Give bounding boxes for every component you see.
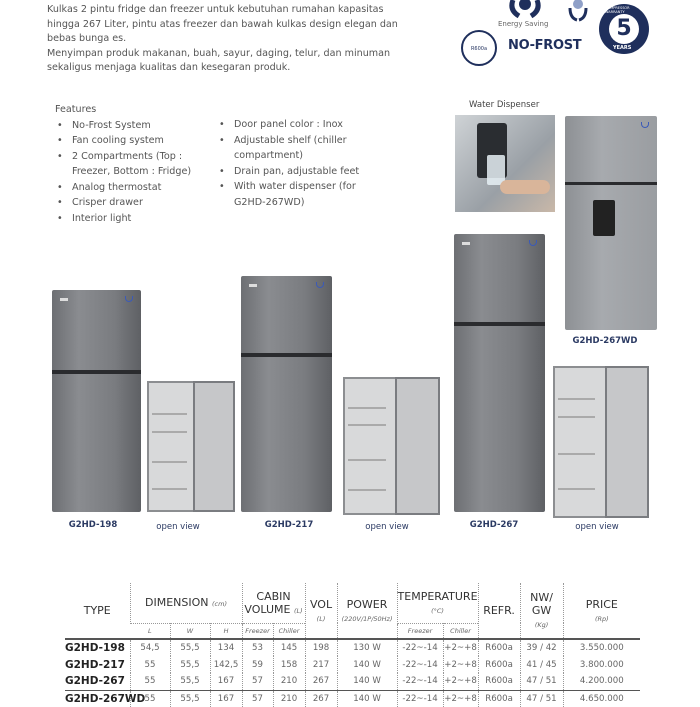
table-cell: 3.550.000	[563, 639, 640, 656]
cfc-free-icon	[568, 0, 588, 24]
spec-table-body	[65, 639, 640, 707]
intro-paragraph-1: Kulkas 2 pintu fridge dan freezer untuk kebutuhan rumahan kapasitas hingga 267 Liter, pintu atas freezer dan bawah kulkas design elegan dan bebas bunga es.	[47, 4, 398, 44]
table-cell: R600a	[478, 656, 520, 673]
header-dimension-label: DIMENSION	[145, 596, 209, 610]
header-power-label: POWER	[346, 597, 388, 611]
table-cell: 217	[305, 656, 337, 673]
header-cabin-unit: (L)	[293, 606, 303, 615]
feature-item: • Crisper drawer	[55, 195, 225, 211]
header-nw-label: NW/	[530, 591, 553, 604]
table-cell: 140 W	[337, 673, 397, 690]
open-view-label: open view	[156, 522, 200, 532]
feature-item: • With water dispenser (for G2HD-267WD)	[217, 179, 377, 210]
fridge-g2hd-217-image	[241, 276, 332, 512]
header-nw-gw	[520, 583, 563, 639]
energy-saving-label: Energy Saving	[498, 20, 549, 28]
header-type: TYPE	[83, 604, 111, 617]
header-vol-unit: (L)	[316, 614, 326, 623]
feature-item: • Analog thermostat	[55, 180, 225, 196]
table-cell: 267	[305, 690, 337, 707]
header-cabin-label: CABIN	[256, 589, 291, 603]
features-title: Features	[55, 104, 97, 115]
table-cell: -22~-14	[397, 673, 443, 690]
header-price-unit: (Rp)	[594, 614, 609, 623]
r600a-label: R600a	[470, 46, 488, 52]
header-power-unit: (220V/1P/50Hz)	[341, 614, 393, 623]
header-temperature	[397, 583, 478, 623]
warranty-text: COMPRESSOR WARRANTY	[605, 6, 630, 14]
table-cell: R600a	[478, 690, 520, 707]
warranty-years-label: YEARS	[613, 45, 632, 51]
header-temperature-label: TEMPERATURE	[397, 589, 478, 603]
r600a-badge	[461, 30, 497, 66]
feature-item: • Fan cooling system	[55, 133, 225, 149]
no-frost-logo: NO-FROST	[508, 38, 582, 53]
feature-item: • Door panel color : Inox	[217, 117, 377, 133]
cell-type: G2HD-198	[65, 639, 130, 656]
table-cell: 55	[130, 656, 170, 673]
header-vol-label: VOL	[309, 597, 333, 611]
table-cell: 140 W	[337, 690, 397, 707]
water-dispenser-label: Water Dispenser	[469, 100, 540, 110]
feature-item: • Drain pan, adjustable feet	[217, 164, 377, 180]
header-nw-unit: (Kg)	[534, 621, 549, 629]
subheader-w: W	[170, 623, 210, 639]
table-cell: 55,5	[170, 690, 210, 707]
table-cell: 55,5	[170, 656, 210, 673]
table-cell: 57	[242, 673, 273, 690]
table-cell: 142,5	[210, 656, 242, 673]
warranty-years-number: 5	[609, 14, 639, 44]
table-cell: 55	[130, 690, 170, 707]
feature-item: • 2 Compartments (Top : Freezer, Bottom : Fridge)	[55, 149, 195, 180]
subheader-freezer: Freezer	[242, 623, 273, 639]
fridge-g2hd-217-open-view-image	[343, 377, 440, 515]
table-cell: 53	[242, 639, 273, 656]
header-dimension-unit: (cm)	[212, 600, 227, 609]
fridge-g2hd-267-image	[454, 234, 545, 512]
header-volume-label: VOLUME	[244, 602, 291, 616]
fridge-g2hd-198-open-view-image	[147, 381, 235, 512]
subheader-chiller: Chiller	[273, 623, 305, 639]
model-label-g2hd-267: G2HD-267	[469, 520, 519, 530]
table-cell: +2~+8	[443, 639, 478, 656]
table-cell: 54,5	[130, 639, 170, 656]
table-cell: 167	[210, 673, 242, 690]
energy-saving-icon	[505, 0, 545, 22]
header-temperature-unit: (°C)	[431, 606, 444, 615]
warranty-badge	[599, 4, 649, 54]
subheader-l: L	[147, 626, 152, 635]
header-gw-label: GW	[531, 604, 552, 617]
cell-type: G2HD-217	[65, 658, 125, 671]
table-cell: 55,5	[170, 673, 210, 690]
feature-item: • Adjustable shelf (chiller compartment)	[217, 133, 377, 164]
fridge-g2hd-267wd-image	[565, 116, 657, 330]
model-label-g2hd-217: G2HD-217	[264, 520, 314, 530]
table-cell: 267	[305, 673, 337, 690]
spec-table	[65, 583, 640, 707]
water-dispenser-photo	[455, 115, 555, 212]
table-cell: 4.200.000	[563, 673, 640, 690]
features-right	[217, 117, 377, 210]
table-cell: 130 W	[337, 639, 397, 656]
table-cell: 198	[305, 639, 337, 656]
header-refr: REFR.	[478, 583, 520, 639]
table-cell: R600a	[478, 639, 520, 656]
table-cell: -22~-14	[397, 656, 443, 673]
table-cell: 4.650.000	[563, 690, 640, 707]
fridge-g2hd-267-open-view-image	[553, 366, 649, 518]
table-cell: 210	[273, 673, 305, 690]
open-view-label: open view	[365, 522, 409, 532]
table-cell: 47 / 51	[520, 673, 563, 690]
table-cell: +2~+8	[443, 690, 478, 707]
header-dimension	[130, 583, 242, 623]
table-cell: 55	[130, 673, 170, 690]
table-cell: 140 W	[337, 656, 397, 673]
feature-item: • Interior light	[55, 211, 225, 227]
table-cell: +2~+8	[443, 673, 478, 690]
table-cell: 158	[273, 656, 305, 673]
cell-type: G2HD-267WD	[65, 690, 130, 707]
table-cell: 41 / 45	[520, 656, 563, 673]
model-label-g2hd-198: G2HD-198	[68, 520, 118, 530]
table-cell: 3.800.000	[563, 656, 640, 673]
water-dispenser-panel	[593, 200, 615, 236]
table-cell: 47 / 51	[520, 690, 563, 707]
table-cell: 57	[242, 690, 273, 707]
open-view-label: open view	[575, 522, 619, 532]
header-vol	[305, 583, 337, 639]
header-cabin-volume	[242, 583, 305, 623]
table-row	[65, 673, 640, 690]
header-price	[563, 583, 640, 639]
table-cell: 167	[210, 690, 242, 707]
table-cell: +2~+8	[443, 656, 478, 673]
features-left	[55, 102, 225, 226]
table-row	[65, 690, 640, 707]
table-cell: 55,5	[170, 639, 210, 656]
header-power	[337, 583, 397, 639]
fridge-g2hd-198-image	[52, 290, 141, 512]
subheader-temp-chiller: Chiller	[443, 623, 478, 639]
table-cell: 145	[273, 639, 305, 656]
model-label-g2hd-267wd: G2HD-267WD	[572, 336, 638, 346]
table-row	[65, 639, 640, 656]
table-cell: 39 / 42	[520, 639, 563, 656]
intro-text	[47, 3, 407, 76]
table-row	[65, 656, 640, 673]
table-cell: -22~-14	[397, 690, 443, 707]
table-cell: 134	[210, 639, 242, 656]
table-cell: -22~-14	[397, 639, 443, 656]
table-cell: 59	[242, 656, 273, 673]
intro-paragraph-2: Menyimpan produk makanan, buah, sayur, daging, telur, dan minuman sekaligus menjaga kualitas dan kesegaran produk.	[47, 47, 391, 73]
header-price-label: PRICE	[585, 597, 618, 611]
cell-type: G2HD-267	[65, 675, 125, 688]
table-cell: 210	[273, 690, 305, 707]
subheader-temp-freezer: Freezer	[397, 623, 443, 639]
table-cell: R600a	[478, 673, 520, 690]
feature-item: • No-Frost System	[55, 118, 225, 134]
subheader-h: H	[210, 623, 242, 639]
